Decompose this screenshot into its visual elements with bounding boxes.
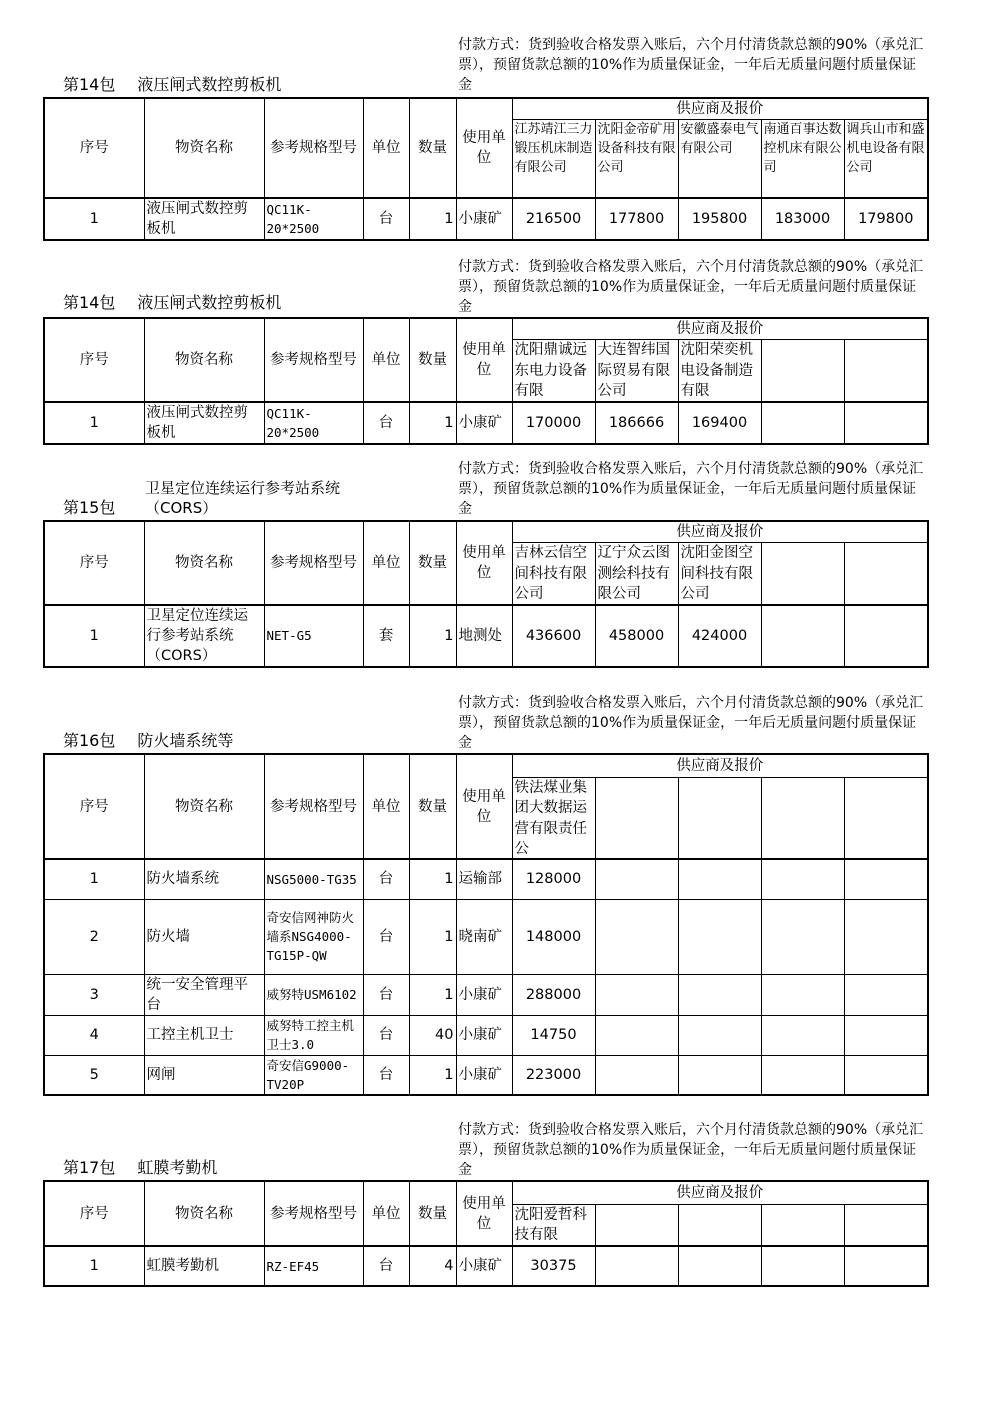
quote-price [678,974,761,1015]
package-title: 防火墙系统等 [137,731,234,750]
unit-header: 单位 [363,1181,409,1246]
supplier-name [512,777,595,859]
dept-header: 使用单位 [456,1181,512,1246]
supplier-name [512,120,595,198]
suppliers-header: 供应商及报价 [512,98,928,120]
row-seq: 3 [44,974,144,1015]
supplier-name [678,543,761,605]
package-number: 第16包 [63,731,116,750]
suppliers-header: 供应商及报价 [512,754,928,777]
quote-price [761,605,844,667]
quote-price [678,899,761,974]
dept-header: 使用单位 [456,754,512,859]
supplier-name [844,340,928,402]
table-row [44,899,928,974]
item-name: 防火墙 [144,899,264,974]
quote-price [844,402,928,444]
item-unit: 套 [363,605,409,667]
item-spec: 奇安信G9000-TV20P [264,1055,363,1095]
qty-header: 数量 [409,754,456,859]
supplier-name-text: 江苏靖江三力锻压机床制造有限公司 [514,122,593,175]
quote-price: 30375 [512,1246,595,1286]
quote-price: 436600 [512,605,595,667]
package-number: 第15包 [63,498,116,517]
item-qty: 1 [409,402,456,444]
supplier-name-text: 铁法煤业集团大数据运营有限责任公 [514,779,587,857]
row-seq: 1 [44,402,144,444]
item-spec: 威努特工控主机卫士3.0 [264,1015,363,1055]
supplier-name [844,543,928,605]
item-spec: NSG5000-TG35 [264,859,363,899]
package-heading [63,1158,239,1178]
supplier-name-text: 沈阳金图空间科技有限公司 [680,545,753,602]
quote-price: 183000 [761,198,844,240]
table-row [44,605,928,667]
item-name: 虹膜考勤机 [144,1246,264,1286]
item-unit: 台 [363,1246,409,1286]
package-heading [63,75,303,95]
name-header: 物资名称 [144,98,264,198]
quote-price [678,1015,761,1055]
name-header: 物资名称 [144,318,264,402]
quote-table [43,317,929,445]
header-row [44,1181,928,1204]
item-unit: 台 [363,198,409,240]
supplier-name [512,340,595,402]
item-dept: 小康矿 [456,1246,512,1286]
supplier-name [844,777,928,859]
item-spec: QC11K-20*2500 [264,402,363,444]
table-row [44,1015,928,1055]
spec-header: 参考规格型号 [264,521,363,605]
seq-header: 序号 [44,98,144,198]
item-dept: 晓南矿 [456,899,512,974]
quote-price [595,974,678,1015]
supplier-name [761,120,844,198]
quote-price [761,402,844,444]
seq-header: 序号 [44,1181,144,1246]
item-dept: 小康矿 [456,974,512,1015]
quote-price [595,859,678,899]
supplier-name-text: 沈阳金帝矿用设备科技有限公司 [597,122,676,175]
supplier-name [761,543,844,605]
supplier-name [512,1204,595,1246]
name-header: 物资名称 [144,1181,264,1246]
package-title: 卫星定位连续运行参考站系统（CORS） [145,479,341,517]
suppliers-header: 供应商及报价 [512,1181,928,1204]
package-number: 第14包 [63,75,116,94]
row-seq: 1 [44,198,144,240]
supplier-name [595,1204,678,1246]
supplier-name-text: 吉林云信空间科技有限公司 [514,545,587,602]
unit-header: 单位 [363,98,409,198]
quote-price [761,1015,844,1055]
qty-header: 数量 [409,521,456,605]
item-dept: 运输部 [456,859,512,899]
item-unit: 台 [363,1055,409,1095]
qty-header: 数量 [409,98,456,198]
item-name: 液压闸式数控剪板机 [144,402,264,444]
spec-header: 参考规格型号 [264,318,363,402]
item-qty: 1 [409,899,456,974]
qty-header: 数量 [409,1181,456,1246]
supplier-name [761,777,844,859]
supplier-name-text: 调兵山市和盛机电设备有限公司 [846,122,925,175]
payment-terms: 付款方式：货到验收合格发票入账后，六个月付清货款总额的90%（承兑汇票），预留货款总额的10%作为质量保证金，一年后无质量问题付质量保证金 [458,695,924,751]
spec-header: 参考规格型号 [264,1181,363,1246]
table-row [44,1246,928,1286]
spec-header: 参考规格型号 [264,754,363,859]
unit-header: 单位 [363,318,409,402]
row-seq: 1 [44,605,144,667]
item-spec: 威努特USM6102 [264,974,363,1015]
supplier-name-text: 辽宁众云图测绘科技有限公司 [597,545,670,602]
supplier-name [512,543,595,605]
quote-price [844,859,928,899]
payment-terms: 付款方式：货到验收合格发票入账后，六个月付清货款总额的90%（承兑汇票），预留货款总额的10%作为质量保证金，一年后无质量问题付质量保证金 [458,259,924,315]
package-number: 第17包 [63,1158,116,1177]
supplier-name [678,1204,761,1246]
header-row [44,318,928,340]
quote-price: 186666 [595,402,678,444]
item-qty: 1 [409,198,456,240]
item-unit: 台 [363,899,409,974]
quote-price [844,1055,928,1095]
supplier-name [678,340,761,402]
supplier-name [595,120,678,198]
item-name: 液压闸式数控剪板机 [144,198,264,240]
quote-price: 14750 [512,1015,595,1055]
header-row [44,521,928,543]
row-seq: 5 [44,1055,144,1095]
quote-price [844,899,928,974]
supplier-name-text: 安徽盛泰电气有限公司 [680,122,759,156]
item-qty: 40 [409,1015,456,1055]
supplier-name [761,340,844,402]
supplier-name-text: 沈阳鼎诚远东电力设备有限 [514,342,587,399]
supplier-name [761,1204,844,1246]
quote-price [761,1055,844,1095]
item-qty: 1 [409,859,456,899]
supplier-name [844,120,928,198]
quote-price: 170000 [512,402,595,444]
row-seq: 4 [44,1015,144,1055]
header-row [44,754,928,777]
payment-terms: 付款方式：货到验收合格发票入账后，六个月付清货款总额的90%（承兑汇票），预留货款总额的10%作为质量保证金，一年后无质量问题付质量保证金 [458,461,924,517]
supplier-name [844,1204,928,1246]
supplier-name-text: 沈阳爱哲科技有限 [514,1206,587,1243]
item-name: 防火墙系统 [144,859,264,899]
header-row [44,98,928,120]
quote-price: 458000 [595,605,678,667]
supplier-name-text: 南通百事达数控机床有限公司 [763,122,842,175]
item-spec: QC11K-20*2500 [264,198,363,240]
unit-header: 单位 [363,754,409,859]
quote-price [595,899,678,974]
package-heading [63,731,255,751]
quote-price [678,1246,761,1286]
package-heading [63,293,303,313]
quote-table [43,520,929,668]
package-title: 虹膜考勤机 [137,1158,218,1177]
item-spec: NET-G5 [264,605,363,667]
seq-header: 序号 [44,521,144,605]
dept-header: 使用单位 [456,98,512,198]
supplier-name [595,543,678,605]
package-title: 液压闸式数控剪板机 [137,75,282,94]
quote-price [761,859,844,899]
table-row [44,198,928,240]
quote-price: 148000 [512,899,595,974]
row-seq: 2 [44,899,144,974]
quote-price [844,1015,928,1055]
unit-header: 单位 [363,521,409,605]
item-dept: 小康矿 [456,1055,512,1095]
quote-price [761,974,844,1015]
payment-terms: 付款方式：货到验收合格发票入账后，六个月付清货款总额的90%（承兑汇票），预留货款总额的10%作为质量保证金，一年后无质量问题付质量保证金 [458,1122,924,1178]
quote-price [678,1055,761,1095]
item-dept: 小康矿 [456,1015,512,1055]
seq-header: 序号 [44,754,144,859]
quote-price [595,1055,678,1095]
package-heading [63,478,423,518]
item-unit: 台 [363,974,409,1015]
quote-price [844,605,928,667]
item-unit: 台 [363,1015,409,1055]
dept-header: 使用单位 [456,318,512,402]
quote-price: 216500 [512,198,595,240]
name-header: 物资名称 [144,521,264,605]
item-dept: 小康矿 [456,198,512,240]
quote-price [678,859,761,899]
supplier-name-text: 沈阳荣奕机电设备制造有限 [680,342,753,399]
quote-price [844,974,928,1015]
item-name: 卫星定位连续运行参考站系统（CORS） [144,605,264,667]
row-seq: 1 [44,859,144,899]
supplier-name [678,120,761,198]
item-dept: 地测处 [456,605,512,667]
quote-table [43,753,929,1096]
quote-price: 424000 [678,605,761,667]
item-name: 工控主机卫士 [144,1015,264,1055]
supplier-name [595,777,678,859]
item-dept: 小康矿 [456,402,512,444]
name-header: 物资名称 [144,754,264,859]
package-number: 第14包 [63,293,116,312]
item-unit: 台 [363,402,409,444]
quote-table [43,1180,929,1287]
qty-header: 数量 [409,318,456,402]
item-qty: 4 [409,1246,456,1286]
item-qty: 1 [409,974,456,1015]
suppliers-header: 供应商及报价 [512,521,928,543]
quote-price: 288000 [512,974,595,1015]
spec-header: 参考规格型号 [264,98,363,198]
package-title: 液压闸式数控剪板机 [137,293,282,312]
quote-table [43,97,929,241]
quote-price [595,1015,678,1055]
quote-price: 169400 [678,402,761,444]
suppliers-header: 供应商及报价 [512,318,928,340]
quote-price: 177800 [595,198,678,240]
item-name: 统一安全管理平台 [144,974,264,1015]
table-row [44,859,928,899]
row-seq: 1 [44,1246,144,1286]
quote-price [844,1246,928,1286]
table-row [44,974,928,1015]
item-unit: 台 [363,859,409,899]
seq-header: 序号 [44,318,144,402]
item-spec: RZ-EF45 [264,1246,363,1286]
item-qty: 1 [409,1055,456,1095]
supplier-name [678,777,761,859]
quote-price: 179800 [844,198,928,240]
quote-price [761,1246,844,1286]
supplier-name [595,340,678,402]
dept-header: 使用单位 [456,521,512,605]
supplier-name-text: 大连智纬国际贸易有限公司 [597,342,670,399]
quote-price: 195800 [678,198,761,240]
item-spec: 奇安信网神防火墙系NSG4000-TG15P-QW [264,899,363,974]
table-row [44,1055,928,1095]
quote-price [761,899,844,974]
item-name: 网闸 [144,1055,264,1095]
quote-price: 223000 [512,1055,595,1095]
quote-price: 128000 [512,859,595,899]
table-row [44,402,928,444]
quote-price [595,1246,678,1286]
item-qty: 1 [409,605,456,667]
payment-terms: 付款方式：货到验收合格发票入账后，六个月付清货款总额的90%（承兑汇票），预留货款总额的10%作为质量保证金，一年后无质量问题付质量保证金 [458,37,924,93]
